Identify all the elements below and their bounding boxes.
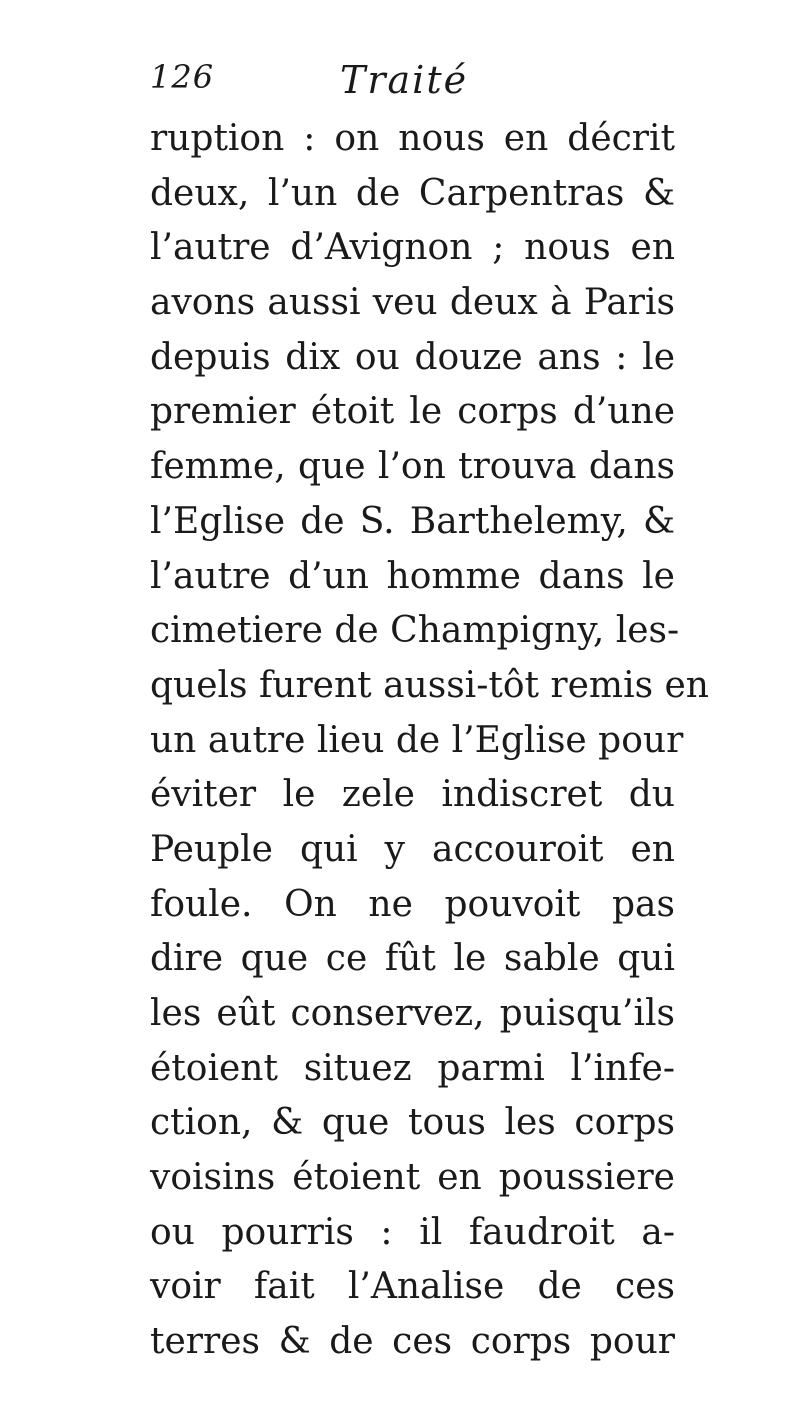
body-text [150,112,709,1370]
text-line: ou pourris : il faudroit a- [150,1211,675,1253]
text-line: un autre lieu de l’Eglise pour [150,719,684,761]
text-line: femme, que l’on trouva dans [150,446,675,488]
page-number: 126 [150,58,215,96]
text-line: avons aussi veu deux à Paris [150,282,675,324]
text-line: foule. On ne pouvoit pas [150,883,675,925]
text-line: premier étoit le corps d’une [150,391,675,433]
text-line: l’autre d’Avignon ; nous en [150,227,675,269]
text-line: les eût conservez, puisqu’ils [150,993,675,1034]
running-title: Traité [340,58,469,102]
text-line: ruption : on nous en décrit [150,118,675,159]
text-line: l’Eglise de S. Barthelemy, & [150,500,675,542]
text-line: éviter le zele indiscret du [150,774,675,816]
text-line: voir fait l’Analise de ces [150,1266,675,1308]
text-line: l’autre d’un homme dans le [150,555,675,597]
text-line: voisins étoient en poussiere [150,1157,675,1199]
text-line: quels furent aussi-tôt remis en [150,664,709,706]
text-line: deux, l’un de Carpentras & [150,172,675,214]
text-line: ction, & que tous les corps [150,1102,675,1144]
text-line: Peuple qui y accouroit en [150,828,675,870]
text-line: dire que ce fût le sable qui [150,938,675,980]
text-line: terres & de ces corps pour [150,1321,675,1363]
text-line: depuis dix ou douze ans : le [150,336,675,378]
running-head [150,58,670,108]
text-line: cimetiere de Champigny, les- [150,610,680,652]
text-line: étoient situez parmi l’infe- [150,1047,675,1089]
